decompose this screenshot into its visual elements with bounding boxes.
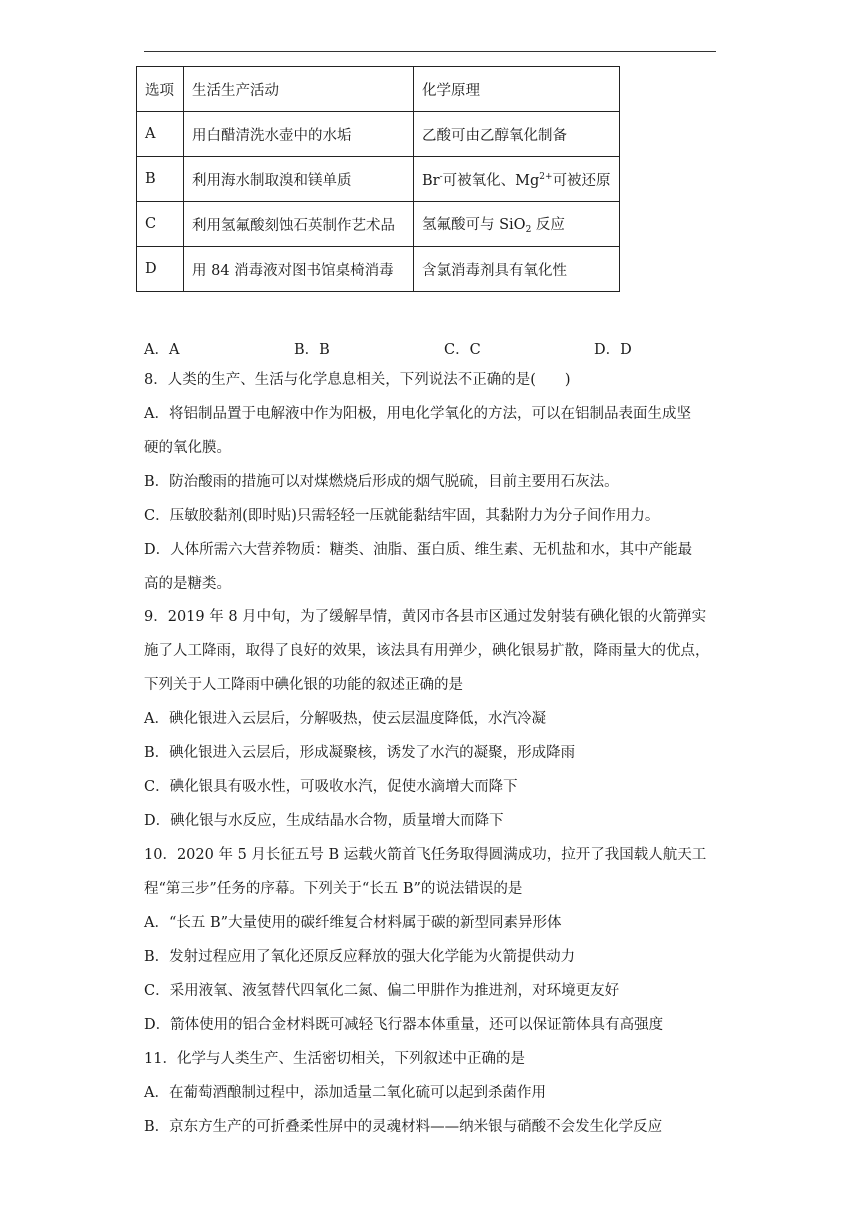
question-9-option-b: B．碘化银进入云层后，形成凝聚核，诱发了水汽的凝聚，形成降雨 [144,745,576,761]
activity-cell: 用白醋清洗水壶中的水垢 [184,112,414,157]
question-8-option-d: D．人体所需六大营养物质：糖类、油脂、蛋白质、维生素、无机盐和水，其中产能最 [144,542,693,558]
question-8-stem: 8．人类的生产、生活与化学息息相关，下列说法不正确的是( ) [144,372,571,388]
question-10-stem-cont: 程“第三步”任务的序幕。下列关于“长五 B”的说法错误的是 [144,881,523,897]
question-9-option-c: C．碘化银具有吸水性，可吸收水汽，促使水滴增大而降下 [144,779,518,795]
question-8-option-b: B．防治酸雨的措施可以对煤燃烧后形成的烟气脱硫，目前主要用石灰法。 [144,474,619,490]
question-7-table [136,66,620,292]
table-row [137,247,620,292]
question-10-option-a: A．“长五 B”大量使用的碳纤维复合材料属于碳的新型同素异形体 [144,915,562,931]
question-9-stem: 9．2019 年 8 月中旬，为了缓解旱情，黄冈市各县市区通过发射装有碘化银的火箭弹实 [144,609,707,625]
activity-cell: 用 84 消毒液对图书馆桌椅消毒 [184,247,414,292]
question-8-option-d-cont: 高的是糖类。 [144,576,231,592]
question-10-option-b: B．发射过程应用了氧化还原反应释放的强大化学能为火箭提供动力 [144,949,576,965]
question-10-option-d: D．箭体使用的铝合金材料既可减轻飞行器本体重量，还可以保证箭体具有高强度 [144,1017,664,1033]
option-cell: B [137,157,184,202]
principle-cell: 氢氟酸可与 SiO$_2$ 反应 [414,202,620,247]
question-10-option-c: C．采用液氧、液氢替代四氧化二氮、偏二甲肼作为推进剂，对环境更友好 [144,983,620,999]
question-8-option-a-cont: 硬的氧化膜。 [144,440,231,456]
question-8-option-c: C．压敏胶黏剂(即时贴)只需轻轻一压就能黏结牢固，其黏附力为分子间作用力。 [144,508,660,524]
question-9-option-d: D．碘化银与水反应，生成结晶水合物，质量增大而降下 [144,813,504,829]
table-row [137,157,620,202]
table-row [137,202,620,247]
principle-cell: 乙酸可由乙醇氧化制备 [414,112,620,157]
header-cell-option: 选项 [137,67,184,112]
question-9-stem-cont: 下列关于人工降雨中碘化银的功能的叙述正确的是 [144,677,463,693]
question-11-option-b: B．京东方生产的可折叠柔性屏中的灵魂材料——纳米银与硝酸不会发生化学反应 [144,1119,663,1135]
activity-cell: 利用氢氟酸刻蚀石英制作艺术品 [184,202,414,247]
principle-cell: Br-可被氧化、$Mg^{2+}$可被还原 [414,157,620,202]
question-9-option-a: A．碘化银进入云层后，分解吸热，使云层温度降低，水汽冷凝 [144,711,546,727]
question-10-stem: 10．2020 年 5 月长征五号 B 运载火箭首飞任务取得圆满成功，拉开了我国载人航天工 [144,847,707,863]
option-b: B．B [294,342,330,358]
table-row [137,112,620,157]
table-header-row [137,67,620,112]
question-11-option-a: A．在葡萄酒酿制过程中，添加适量二氧化硫可以起到杀菌作用 [144,1085,546,1101]
option-c: C．C [444,342,481,358]
principle-cell: 含氯消毒剂具有氧化性 [414,247,620,292]
option-cell: D [137,247,184,292]
option-a: A．A [144,342,180,358]
question-8-option-a: A．将铝制品置于电解液中作为阳极，用电化学氧化的方法，可以在铝制品表面生成坚 [144,406,691,422]
option-cell: A [137,112,184,157]
question-9-stem-cont: 施了人工降雨，取得了良好的效果，该法具有用弹少，碘化银易扩散，降雨量大的优点， [144,643,710,659]
header-rule [144,51,716,52]
question-11-stem: 11．化学与人类生产、生活密切相关，下列叙述中正确的是 [144,1051,525,1067]
header-cell-activity: 生活生产活动 [184,67,414,112]
header-cell-principle: 化学原理 [414,67,620,112]
option-cell: C [137,202,184,247]
activity-cell: 利用海水制取溴和镁单质 [184,157,414,202]
option-d: D．D [594,342,632,358]
